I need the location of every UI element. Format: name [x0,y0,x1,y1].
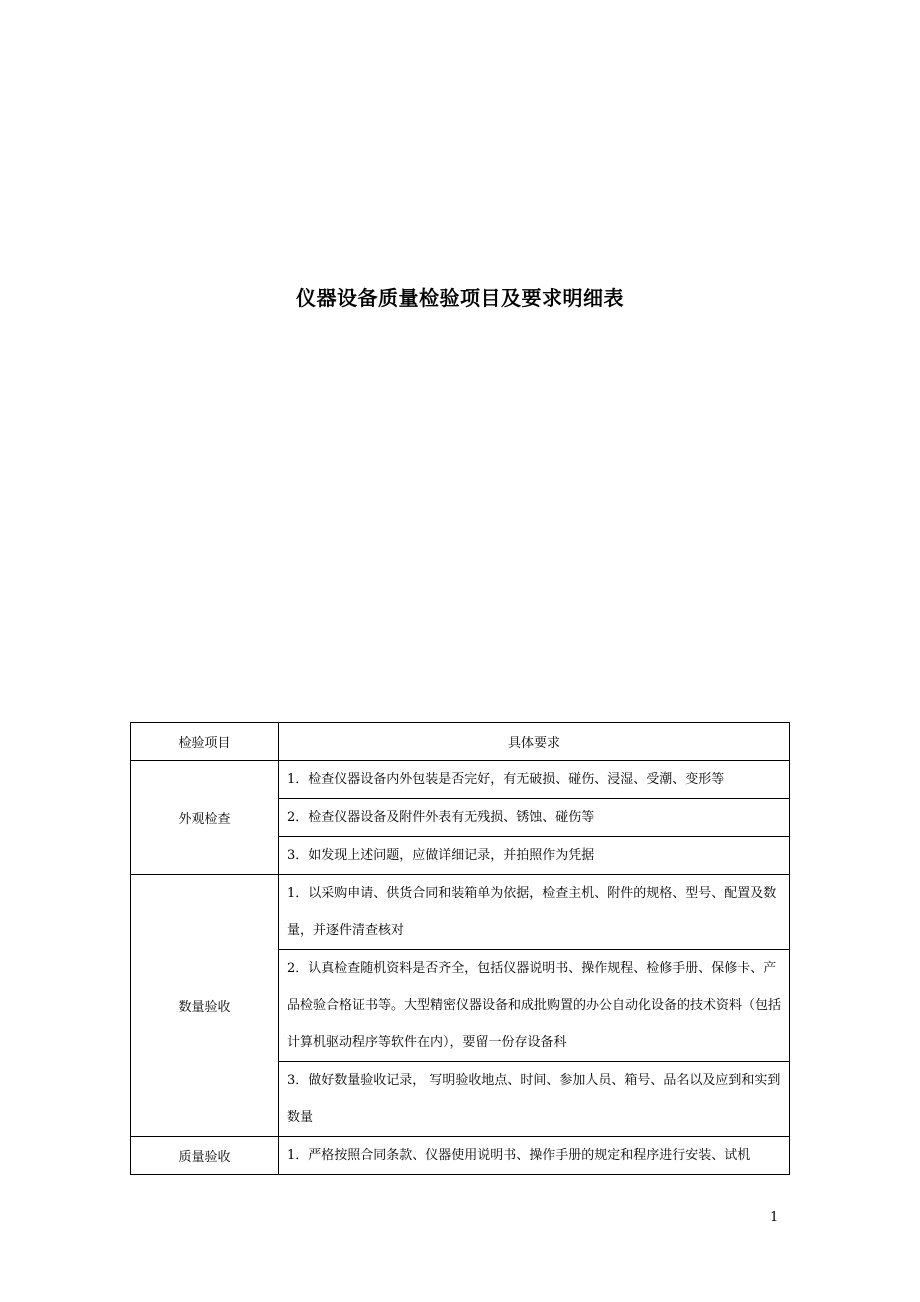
requirement-cell: 2．认真检查随机资料是否齐全，包括仪器说明书、操作规程、检修手册、保修卡、产品检验合格证书等。大型精密仪器设备和成批购置的办公自动化设备的技术资料（包括计算机驱动程序等软件在内），要留一份存设备科 [279,950,790,1062]
requirement-cell: 1．严格按照合同条款、仪器使用说明书、操作手册的规定和程序进行安装、试机 [279,1137,790,1175]
requirement-cell: 2．检查仪器设备及附件外表有无残损、锈蚀、碰伤等 [279,799,790,837]
header-item-cell: 检验项目 [131,723,279,761]
table-row [131,875,790,950]
document-title: 仪器设备质量检验项目及要求明细表 [296,286,624,310]
inspection-table [130,722,790,1175]
table-row [131,1137,790,1175]
item-cell-appearance: 外观检查 [131,761,279,875]
page-number: 1 [770,1210,779,1225]
header-requirement-cell: 具体要求 [279,723,790,761]
item-cell-quality: 质量验收 [131,1137,279,1175]
requirement-cell: 1．以采购申请、供货合同和装箱单为依据，检查主机、附件的规格、型号、配置及数量，并逐件清查核对 [279,875,790,950]
requirement-cell: 3．做好数量验收记录， 写明验收地点、时间、参加人员、箱号、品名以及应到和实到数量 [279,1062,790,1137]
item-cell-quantity: 数量验收 [131,875,279,1137]
table-header-row [131,723,790,761]
requirement-cell: 3．如发现上述问题，应做详细记录，并拍照作为凭据 [279,837,790,875]
table-row [131,761,790,799]
requirement-cell: 1．检查仪器设备内外包装是否完好，有无破损、碰伤、浸湿、受潮、变形等 [279,761,790,799]
